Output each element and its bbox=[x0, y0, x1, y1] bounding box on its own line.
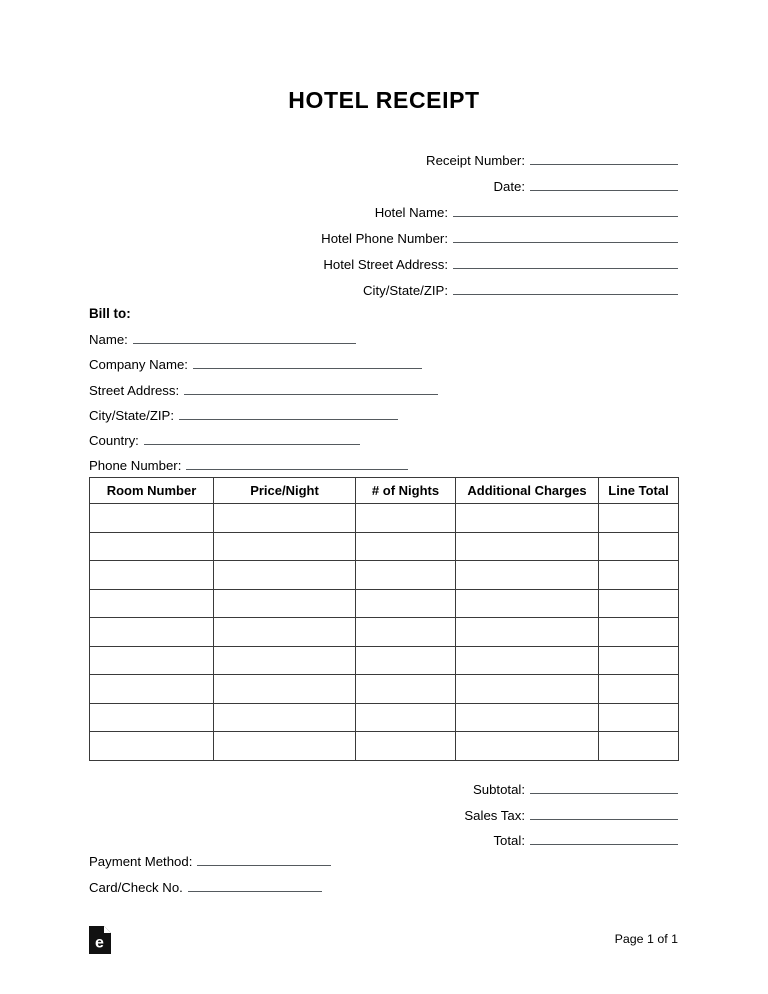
totals-field-label: Sales Tax: bbox=[464, 807, 525, 823]
table-cell[interactable] bbox=[599, 646, 679, 675]
table-cell[interactable] bbox=[90, 532, 214, 561]
table-body bbox=[90, 504, 679, 761]
bill-to-field-input[interactable] bbox=[133, 331, 356, 344]
table-cell[interactable] bbox=[214, 703, 356, 732]
table-row bbox=[90, 532, 679, 561]
header-field-label: City/State/ZIP: bbox=[362, 283, 448, 298]
table-cell[interactable] bbox=[456, 532, 599, 561]
page-number: Page 1 of 1 bbox=[614, 932, 678, 946]
table-cell[interactable] bbox=[90, 646, 214, 675]
table-cell[interactable] bbox=[356, 675, 456, 704]
totals-field-row bbox=[88, 781, 678, 807]
bill-to-field-label: Company Name: bbox=[89, 357, 188, 373]
table-cell[interactable] bbox=[90, 732, 214, 761]
table-cell[interactable] bbox=[214, 589, 356, 618]
table-cell[interactable] bbox=[356, 618, 456, 647]
table-cell[interactable] bbox=[214, 561, 356, 590]
bill-to-field-label: Country: bbox=[89, 433, 139, 449]
bill-to-field-label: Phone Number: bbox=[89, 458, 182, 474]
totals-field-input[interactable] bbox=[530, 832, 678, 845]
payment-field-row bbox=[89, 879, 589, 905]
bill-to-field-input[interactable] bbox=[179, 407, 398, 420]
table-cell[interactable] bbox=[90, 504, 214, 533]
bill-to-field-label: Street Address: bbox=[89, 382, 180, 398]
table-column-header: Additional Charges bbox=[456, 478, 599, 504]
header-field-input[interactable] bbox=[530, 178, 678, 191]
totals-field-label: Total: bbox=[493, 833, 525, 848]
payment-field-input[interactable] bbox=[188, 879, 322, 892]
table-cell[interactable] bbox=[599, 732, 679, 761]
table-row bbox=[90, 561, 679, 590]
table-row bbox=[90, 618, 679, 647]
bill-to-field-input[interactable] bbox=[144, 432, 360, 445]
table-cell[interactable] bbox=[356, 504, 456, 533]
table-cell[interactable] bbox=[456, 589, 599, 618]
totals-field-input[interactable] bbox=[530, 781, 678, 794]
table-column-header: Room Number bbox=[90, 478, 214, 504]
header-field-input[interactable] bbox=[453, 230, 678, 243]
table-cell[interactable] bbox=[214, 732, 356, 761]
header-field-label: Hotel Street Address: bbox=[323, 257, 448, 272]
table-cell[interactable] bbox=[356, 589, 456, 618]
table-cell[interactable] bbox=[356, 732, 456, 761]
bill-to-field-row bbox=[89, 382, 689, 407]
table-head bbox=[90, 478, 679, 504]
table-cell[interactable] bbox=[90, 675, 214, 704]
header-field-input[interactable] bbox=[453, 204, 678, 217]
table-cell[interactable] bbox=[599, 589, 679, 618]
header-field-input[interactable] bbox=[453, 256, 678, 269]
table-cell[interactable] bbox=[356, 532, 456, 561]
table-cell[interactable] bbox=[456, 703, 599, 732]
bill-to-heading: Bill to: bbox=[89, 306, 131, 321]
table-cell[interactable] bbox=[90, 618, 214, 647]
table-cell[interactable] bbox=[599, 703, 679, 732]
table-cell[interactable] bbox=[456, 561, 599, 590]
table-cell[interactable] bbox=[599, 561, 679, 590]
bill-to-field-label: Name: bbox=[89, 332, 128, 347]
bill-to-field-row bbox=[89, 331, 689, 356]
totals-field-row bbox=[88, 807, 678, 833]
totals-field-input[interactable] bbox=[530, 807, 678, 820]
table-cell[interactable] bbox=[599, 532, 679, 561]
table-cell[interactable] bbox=[456, 646, 599, 675]
header-field-row bbox=[88, 178, 678, 204]
table-cell[interactable] bbox=[214, 646, 356, 675]
payment-field-row bbox=[89, 853, 589, 879]
payment-field-label: Card/Check No. bbox=[89, 880, 183, 895]
table-cell[interactable] bbox=[456, 618, 599, 647]
table-column-header: # of Nights bbox=[356, 478, 456, 504]
table-row bbox=[90, 589, 679, 618]
table-cell[interactable] bbox=[599, 504, 679, 533]
bill-to-field-row bbox=[89, 356, 689, 381]
table-cell[interactable] bbox=[214, 532, 356, 561]
header-field-row bbox=[88, 204, 678, 230]
table-cell[interactable] bbox=[356, 561, 456, 590]
bill-to-field-row bbox=[89, 407, 689, 432]
header-field-row bbox=[88, 256, 678, 282]
payment-fields bbox=[89, 853, 589, 905]
table-row bbox=[90, 646, 679, 675]
header-field-label: Date: bbox=[493, 179, 525, 194]
page-title: HOTEL RECEIPT bbox=[288, 87, 480, 113]
table-cell[interactable] bbox=[90, 589, 214, 618]
header-field-input[interactable] bbox=[530, 152, 678, 165]
receipt-header-fields bbox=[88, 152, 678, 308]
bill-to-field-input[interactable] bbox=[193, 356, 422, 369]
table-cell[interactable] bbox=[214, 618, 356, 647]
bill-to-field-row bbox=[89, 432, 689, 457]
table-cell[interactable] bbox=[90, 561, 214, 590]
header-field-row bbox=[88, 282, 678, 308]
bill-to-field-input[interactable] bbox=[186, 457, 408, 470]
payment-field-label: Payment Method: bbox=[89, 854, 193, 869]
totals-fields bbox=[88, 781, 678, 858]
svg-text:e: e bbox=[95, 934, 104, 952]
eforms-file-document-icon bbox=[89, 926, 111, 954]
table-header-row bbox=[90, 478, 679, 504]
header-field-label: Hotel Phone Number: bbox=[321, 231, 448, 246]
table-row bbox=[90, 675, 679, 704]
bill-to-field-label: City/State/ZIP: bbox=[89, 407, 175, 423]
table-cell[interactable] bbox=[599, 618, 679, 647]
table-cell[interactable] bbox=[599, 675, 679, 704]
header-field-row bbox=[88, 152, 678, 178]
table-cell[interactable] bbox=[356, 646, 456, 675]
table-cell[interactable] bbox=[214, 675, 356, 704]
payment-field-input[interactable] bbox=[197, 853, 331, 866]
header-field-label: Receipt Number: bbox=[426, 153, 525, 168]
header-field-input[interactable] bbox=[453, 282, 678, 295]
header-field-label: Hotel Name: bbox=[374, 205, 448, 220]
table-row bbox=[90, 504, 679, 533]
bill-to-fields bbox=[89, 331, 689, 483]
table-cell[interactable] bbox=[356, 703, 456, 732]
totals-field-label: Subtotal: bbox=[472, 782, 525, 797]
table-cell[interactable] bbox=[456, 732, 599, 761]
table-cell[interactable] bbox=[90, 703, 214, 732]
table-cell[interactable] bbox=[456, 504, 599, 533]
table-column-header: Price/Night bbox=[214, 478, 356, 504]
table-cell[interactable] bbox=[214, 504, 356, 533]
table-column-header: Line Total bbox=[599, 478, 679, 504]
header-field-row bbox=[88, 230, 678, 256]
table-cell[interactable] bbox=[456, 675, 599, 704]
charges-table bbox=[89, 477, 679, 761]
table-row bbox=[90, 732, 679, 761]
bill-to-field-input[interactable] bbox=[184, 382, 438, 395]
table-row bbox=[90, 703, 679, 732]
